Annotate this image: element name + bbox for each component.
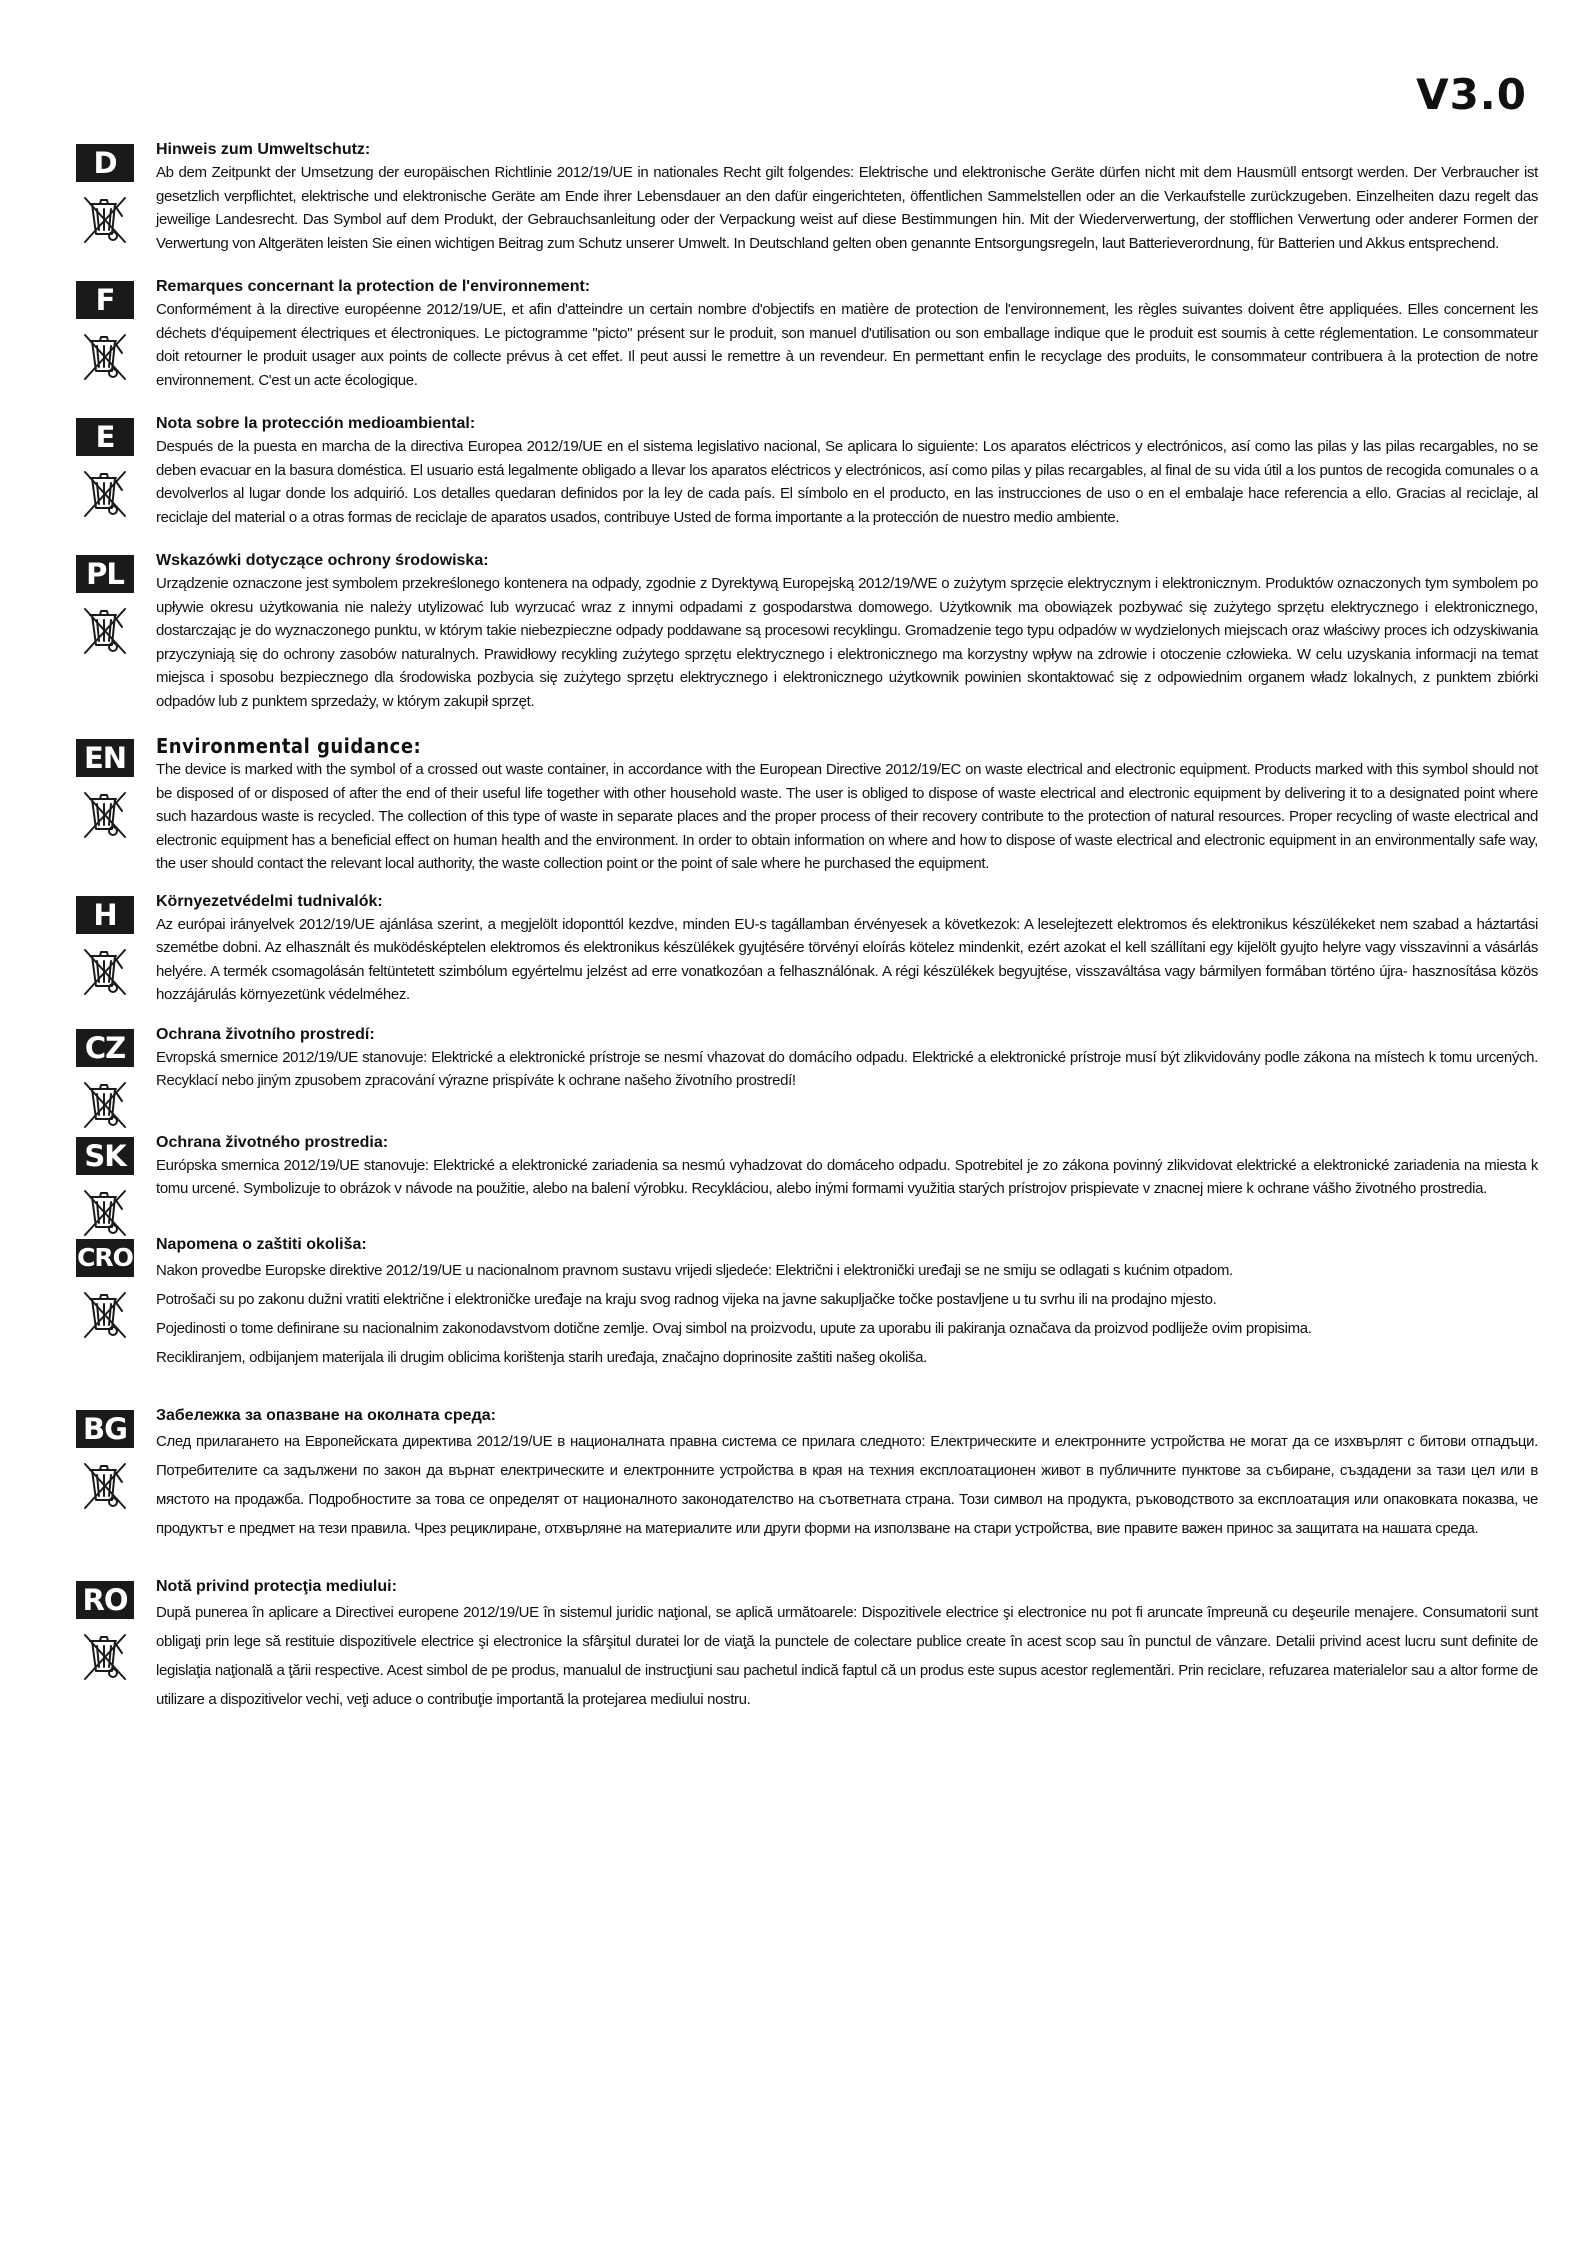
section-paragraph: Recikliranjem, odbijanjem materijala ili drugim oblicima korištenja starih uređaja, značajno doprinosite zaštiti našeg okoliša. [156, 1348, 927, 1366]
crossed-out-wheelie-bin-icon [82, 192, 128, 246]
section-title: Remarques concernant la protection de l'environnement: [156, 278, 591, 295]
section-paragraph: Urządzenie oznaczone jest symbolem przekreślonego kontenera na odpady, zgodnie z Dyrektywą Europejską 2012/19/WE o zużytym sprzęcie elektrycznym i elektronicznym. Produktów oznaczonych tym symbolem po upływie okresu użytkowania nie należy utylizować lub wyrzucać wraz z innymi odpadami z gospodarstwa domowego. Użytkownik ma obowiązek pozbywać się zużytego sprzętu elektrycznego i elektronicznego, dostarczając je do wyznaczonego punktu, w którym takie niebezpieczne odpady poddawane są procesowi recyklingu. Gromadzenie tego typu odpadów w wydzielonych miejscach oraz właściwy proces ich odzyskiwania przyczyniają się do ochrony zasobów naturalnych. Prawidłowy recykling zużytego sprzętu elektrycznego i elektronicznego ma korzystny wpływ na zdrowie i otoczenie człowieka. W celu uzyskania informacji na temat miejsca i sposobu bezpiecznego dla środowiska pozbycia się zużytego sprzętu elektrycznego i elektronicznego użytkownik powinien skontaktować się z odpowiednim organem władz lokalnych, z punktem zbiórki odpadów lub z punktem sprzedaży, w którym zakupił sprzęt. [156, 575, 1538, 710]
section-paragraph: Potrošači su po zakonu dužni vratiti električne i elektroničke uređaje na kraju svog radnog vijeka na javne sakupljačke točke postavljene u tu svrhu ili na prodajno mjesto. [156, 1290, 1217, 1308]
section-paragraph: Európska smernica 2012/19/UE stanovuje: Elektrické a elektronické zariadenia sa nesmú vyhadzovat do domáceho odpadu. Spotrebitel je zo zákona povinný zlikvidovat elektrické a elektronické zariadenia na miesta k tomu urcené. Symbolizuje to obrázok v návode na použitie, alebo na balení výrobku. Recykláciou, alebo inými formami využitia starých prístrojov prispievate v znacnej miere k ochrane vášho životného prostredia. [156, 1156, 1538, 1197]
section-title: Nota sobre la protección medioambiental: [156, 415, 476, 432]
language-section-pl [76, 551, 1538, 713]
section-side [76, 555, 134, 657]
language-section-sk [76, 1133, 1538, 1201]
section-paragraph: След прилагането на Европейската директива 2012/19/UE в националната правна система се прилага следното: Електрическите и електронните устройства не могат да се изхвърлят с битови отпадъци. Потребителите са задължени по закон да върнат електрическите и електронните устройства в края на техния експлоатационен живот в публичните пунктове за събиране, създадени за тази цел или в мястото на продажба. Подробностите за това се определят от националното законодателство на съответната страна. Този символ на продукта, ръководството за експлоатация или опаковката показва, че продуктът е предмет на тези правила. Чрез рециклиране, отхвърляне на материалите или други форми на използване на стари устройства, вие правите важен принос за защитата на нашата среда. [156, 1432, 1538, 1537]
section-side [76, 418, 134, 520]
section-paragraph: După punerea în aplicare a Directivei europene 2012/19/UE în sistemul juridic naţional, se aplică următoarele: Dispozitivele electrice şi electronice nu pot fi aruncate împreună cu deşeurile menajere. Consumatorii sunt obligaţi prin lege să restituie dispozitivele electrice şi electronice la sfârşitul duratei lor de viaţă la punctele de colectare publice create în acest scop sau în punctul de vânzare. Detalii privind acest lucru sunt definite de legislaţia naţională a ţării respective. Acest simbol de pe produs, manualul de instrucţiuni sau pachetul indică faptul că un produs este supus acestor reglementări. Prin reciclare, refuzarea materialelor sau a altor forme de utilizare a dispozitivelor vechi, veţi aduce o contribuţie importantă la protejarea mediului nostru. [156, 1603, 1538, 1708]
section-paragraph: Después de la puesta en marcha de la directiva Europea 2012/19/UE en el sistema legislativo nacional, Se aplicara lo siguiente: Los aparatos eléctricos y electrónicos, así como las pilas y las pilas recargables, no se deben evacuar en la basura doméstica. El usuario está legalmente obligado a llevar los aparatos eléctricos y electrónicos, así como pilas y pilas recargables, al final de su vida útil a los puntos de recogida comunales o a devolverlos al lugar donde los adquirió. Los detalles quedaran definidos por la ley de cada país. El símbolo en el producto, en las instrucciones de uso o en el embalaje hace referencia a ello. Gracias al reciclaje, al reciclaje del material o a otras formas de reciclaje de aparatos usados, contribuye Usted de forma importante a la protección de nuestro medio ambiente. [156, 438, 1538, 526]
language-code-badge: PL [76, 555, 134, 593]
language-section-cro [76, 1235, 1538, 1372]
section-title: Hinweis zum Umweltschutz: [156, 141, 371, 158]
section-paragraph: Conformément à la directive européenne 2012/19/UE, et afin d'atteindre un certain nombre d'objectifs en matière de protection de l'environnement, les règles suivantes doivent être appliquées. Elles concernent les déchets d'équipement électriques et électroniques. Le pictogramme "picto" présent sur le produit, son manuel d'utilisation ou son emballage indique que le produit est soumis à cette réglementation. Le consommateur doit retourner le produit usager aux points de collecte prévus à cet effet. Il peut aussi le remettre à un revendeur. En permettant enfin le recyclage des produits, le consommateur contribuera à la protection de notre environnement. C'est un acte écologique. [156, 301, 1538, 389]
section-body [156, 435, 1538, 529]
section-body [156, 913, 1538, 1007]
section-paragraph: Pojedinosti o tome definirane su nacionalnim zakonodavstvom dotične zemlje. Ovaj simbol na proizvodu, upute za uporabu ili pakiranja označava da proizvod podliježe ovim propisima. [156, 1319, 1312, 1337]
language-section-e [76, 414, 1538, 529]
crossed-out-wheelie-bin-icon [82, 1458, 128, 1512]
version-label: V3.0 [1416, 70, 1527, 119]
section-side [76, 896, 134, 998]
section-body [156, 298, 1538, 392]
section-body [156, 161, 1538, 255]
crossed-out-wheelie-bin-icon [82, 1287, 128, 1341]
section-side [76, 144, 134, 246]
language-code-badge: BG [76, 1410, 134, 1448]
language-section-cz [76, 1025, 1538, 1093]
language-code-badge: F [76, 281, 134, 319]
crossed-out-wheelie-bin-icon [82, 329, 128, 383]
section-side [76, 281, 134, 383]
crossed-out-wheelie-bin-icon [82, 466, 128, 520]
sections-list [76, 140, 1538, 1714]
crossed-out-wheelie-bin-icon [82, 944, 128, 998]
section-paragraph: Evropská smernice 2012/19/UE stanovuje: Elektrické a elektronické prístroje se nesmí vhazovat do domácího odpadu. Elektrické a elektronické prístroje musí být zlikvidovány podle zákona na místech k tomu urcených. Recyklací nebo jiným zpusobem zpracování výrazne prispíváte k ochrane našeho životního prostredí! [156, 1048, 1538, 1089]
section-body [156, 758, 1538, 876]
section-title: Notă privind protecţia mediului: [156, 1577, 397, 1595]
section-title: Környezetvédelmi tudnivalók: [156, 892, 383, 910]
section-title: Environmental guidance: [156, 734, 422, 758]
section-title: Ochrana životního prostredí: [156, 1025, 375, 1043]
section-side [76, 1581, 134, 1683]
crossed-out-wheelie-bin-icon [82, 1077, 128, 1131]
section-side [76, 1137, 134, 1239]
section-side [76, 1239, 134, 1341]
language-section-h [76, 892, 1538, 1007]
section-paragraph: Ab dem Zeitpunkt der Umsetzung der europäischen Richtlinie 2012/19/UE in nationales Recht gilt folgendes: Elektrische und elektronische Geräte dürfen nicht mit dem Hausmüll entsorgt werden. Der Verbraucher ist gesetzlich verpflichtet, elektrische und elektronische Geräte am Ende ihrer Lebensdauer an den dafür eingerichteten, öffentlichen Sammelstellen oder an die Verkaufstelle zurückzugeben. Einzelheiten dazu regelt das jeweilige Landesrecht. Das Symbol auf dem Produkt, der Gebrauchsanleitung oder der Verpackung weist auf diese Bestimmungen hin. Mit der Wiederverwertung, der stofflichen Verwertung oder anderer Formen der Verwertung von Altgeräten leisten Sie einen wichtigen Beitrag zum Schutz unserer Umwelt. In Deutschland gelten oben genannte Entsorgungsregeln, laut Batterieverordnung, für Batterien und Akkus entsprechend. [156, 164, 1538, 252]
crossed-out-wheelie-bin-icon [82, 1185, 128, 1239]
language-code-badge: CZ [76, 1029, 134, 1067]
language-section-f [76, 277, 1538, 392]
language-code-badge: RO [76, 1581, 134, 1619]
section-body [156, 572, 1538, 713]
section-body [156, 1598, 1538, 1714]
section-body [156, 1256, 1538, 1372]
language-section-en [76, 735, 1538, 876]
crossed-out-wheelie-bin-icon [82, 1629, 128, 1683]
section-paragraph: Az európai irányelvek 2012/19/UE ajánlása szerint, a megjelölt idoponttól kezdve, minden EU-s tagállamban érvényesek a következok: A leselejtezett elektromos és elektronikus készülékeket nem szabad a háztartási szemétbe dobni. Az elhasznált és muködésképtelen elektromos és elektronikus készülékek gyujtésére törvényi eloírás kötelez mindenkit, ezért azokat el kell szállítani egy kijelölt gyujto helyre vagy visszavinni a vásárlás helyére. A termék csomagolásán feltüntetett szimbólum egyértelmu jelzést ad erre vonatkozóan a felhasználónak. A régi készülékek begyujtése, visszaváltása vagy bármilyen formában történo újra- hasznosítása közös hozzájárulás környezetünk védelméhez. [156, 915, 1538, 1003]
section-title: Забележка за опазване на околната среда: [156, 1406, 496, 1424]
language-code-badge: EN [76, 739, 134, 777]
section-paragraph: Nakon provedbe Europske direktive 2012/19/UE u nacionalnom pravnom sustavu vrijedi sljedeće: Električni i elektronički uređaji se ne smiju se odlagati s kućnim otpadom. [156, 1261, 1233, 1279]
section-side [76, 1410, 134, 1512]
section-body [156, 1154, 1538, 1201]
language-section-d [76, 140, 1538, 255]
section-side [76, 739, 134, 841]
crossed-out-wheelie-bin-icon [82, 787, 128, 841]
section-body [156, 1427, 1538, 1543]
language-code-badge: SK [76, 1137, 134, 1175]
section-side [76, 1029, 134, 1131]
crossed-out-wheelie-bin-icon [82, 603, 128, 657]
language-code-badge: CRO [76, 1239, 134, 1277]
section-body [156, 1046, 1538, 1093]
language-code-badge: D [76, 144, 134, 182]
language-section-bg [76, 1406, 1538, 1543]
section-title: Ochrana životného prostredia: [156, 1133, 389, 1151]
language-code-badge: H [76, 896, 134, 934]
section-paragraph: The device is marked with the symbol of a crossed out waste container, in accordance with the European Directive 2012/19/EC on waste electrical and electronic equipment. Products marked with this symbol should not be disposed of or disposed of after the end of their useful life together with other household waste. The user is obliged to dispose of waste electrical and electronic equipment by delivering it to a designated point where such hazardous waste is recycled. The collection of this type of waste in separate places and the proper process of their recovery contribute to the protection of natural resources. Proper recycling of waste electrical and electronic equipment has a beneficial effect on human health and the environment. In order to obtain information on where and how to dispose of waste electrical and electronic equipment in an environmentally safe way, the user should contact the relevant local authority, the waste collection point or the point of sale where he purchased the equipment. [156, 761, 1538, 872]
section-title: Napomena o zaštiti okoliša: [156, 1235, 367, 1253]
language-section-ro [76, 1577, 1538, 1714]
section-title: Wskazówki dotyczące ochrony środowiska: [156, 552, 489, 569]
language-code-badge: E [76, 418, 134, 456]
